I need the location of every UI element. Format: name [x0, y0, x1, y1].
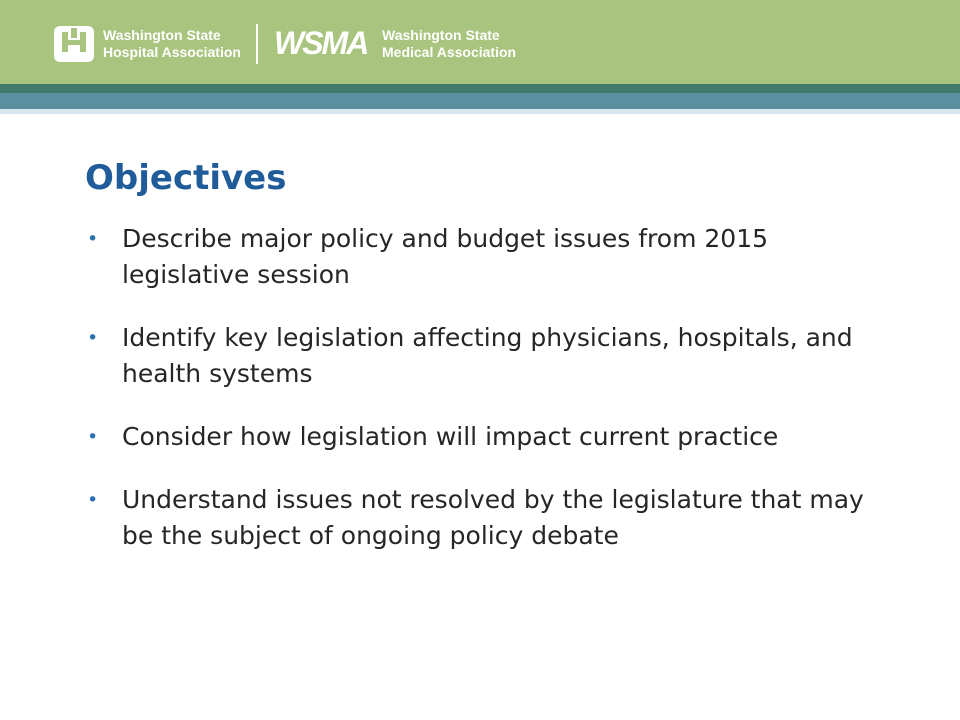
wsha-name-line1: Washington State [103, 27, 221, 43]
header-stripe-dark [0, 84, 960, 93]
objective-item [84, 320, 884, 392]
bullet-dot-icon: • [87, 327, 99, 349]
objective-item [84, 482, 884, 554]
slide-title: Objectives [85, 158, 287, 198]
bullet-dot-icon: • [87, 228, 99, 250]
wsma-logo-text [382, 27, 516, 61]
wsha-name-line2: Hospital Association [103, 44, 241, 60]
objectives-list [84, 221, 884, 581]
logo-divider [256, 24, 258, 64]
objective-text: Consider how legislation will impact current practice [122, 422, 779, 451]
wsma-name-line2: Medical Association [382, 44, 517, 60]
objective-text: Describe major policy and budget issues from 2015 legislative session [122, 224, 769, 289]
objective-text: Understand issues not resolved by the legislature that may be the subject of ongoing policy debate [122, 485, 864, 550]
wsma-logo-mark: WSMA [274, 25, 368, 61]
objective-text: Identify key legislation affecting physicians, hospitals, and health systems [122, 323, 853, 388]
wsma-name-line1: Washington State [382, 27, 500, 43]
header-stripe-blue [0, 93, 960, 109]
objective-item [84, 419, 884, 455]
wsha-logo-text [103, 27, 241, 61]
bullet-dot-icon: • [87, 426, 99, 448]
header-stripe-light [0, 109, 960, 114]
bullet-dot-icon: • [87, 489, 99, 511]
objective-item [84, 221, 884, 293]
wsha-logo-icon [54, 26, 94, 62]
